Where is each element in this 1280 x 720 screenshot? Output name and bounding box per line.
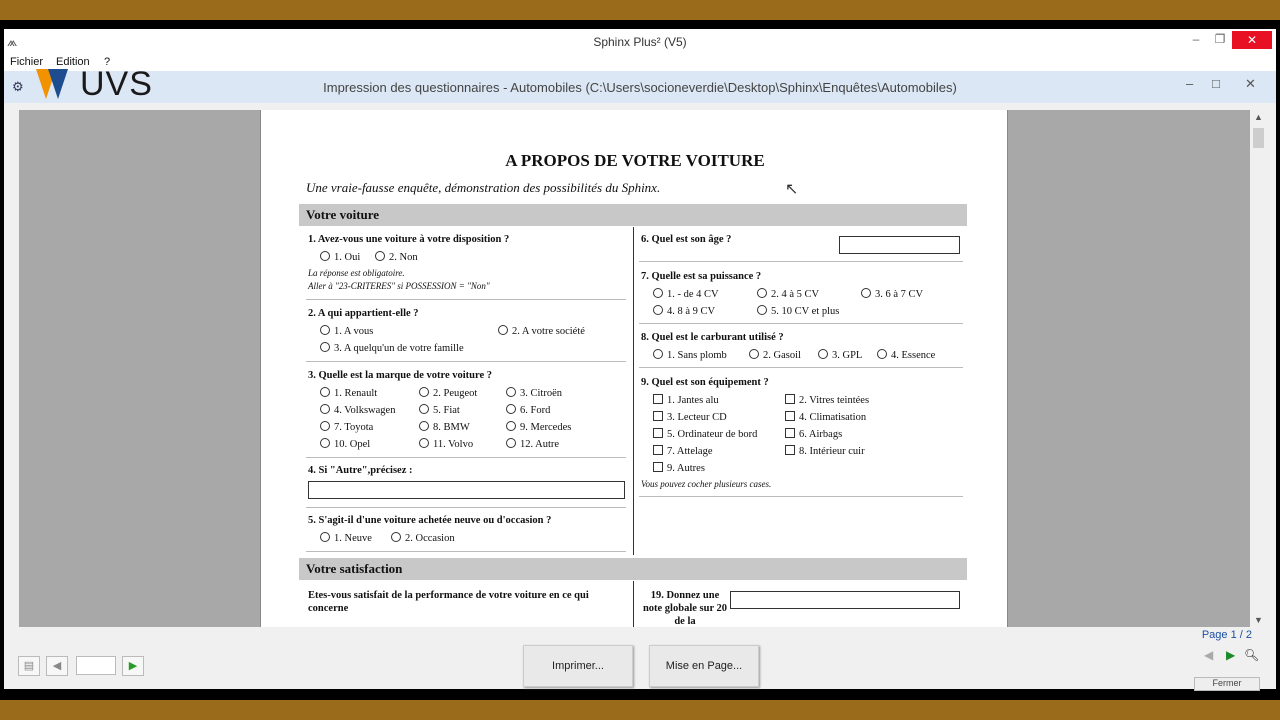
page-number-input[interactable] <box>76 656 116 675</box>
restore-button[interactable]: ❐ <box>1214 32 1226 46</box>
option[interactable]: 1. Neuve <box>320 532 372 544</box>
checkbox-icon <box>785 394 795 404</box>
page-layout-button[interactable]: Mise en Page... <box>649 645 759 687</box>
radio-icon <box>419 421 429 431</box>
column-separator <box>633 227 634 555</box>
menu-edition[interactable]: Edition <box>56 56 90 68</box>
question-19: 19. Donnez une note globale sur 20 de la <box>642 590 728 627</box>
checkbox-icon <box>653 462 663 472</box>
option[interactable]: 1. Jantes alu <box>653 394 719 406</box>
radio-icon <box>419 438 429 448</box>
option[interactable]: 11. Volvo <box>419 438 473 450</box>
checkbox-icon <box>785 411 795 421</box>
option[interactable]: 1. A vous <box>320 325 373 337</box>
radio-icon <box>320 532 330 542</box>
title-bar <box>4 29 1276 55</box>
app-icon: ⩕ <box>7 34 18 49</box>
next-page-small-icon[interactable]: ▶ <box>1226 648 1236 662</box>
separator <box>306 299 626 300</box>
menu-fichier[interactable]: Fichier <box>10 56 44 68</box>
separator <box>639 496 963 497</box>
option[interactable]: 1. - de 4 CV <box>653 288 719 300</box>
option[interactable]: 6. Ford <box>506 404 550 416</box>
option[interactable]: 2. Non <box>375 251 418 263</box>
document-window-bar <box>4 71 1276 103</box>
radio-icon <box>419 387 429 397</box>
doc-minimize-button[interactable]: – <box>1186 76 1194 91</box>
option[interactable]: 4. Climatisation <box>785 411 866 423</box>
option[interactable]: 4. Essence <box>877 349 935 361</box>
question-5: 5. S'agit-il d'une voiture achetée neuve ou d'occasion ? <box>308 515 552 526</box>
radio-icon <box>320 251 330 261</box>
close-preview-button[interactable]: Fermer <box>1194 677 1260 691</box>
print-button[interactable]: Imprimer... <box>523 645 633 687</box>
question-6: 6. Quel est son âge ? <box>641 234 732 245</box>
mouse-cursor-icon: ↖ <box>785 179 799 198</box>
radio-icon <box>320 387 330 397</box>
radio-icon <box>757 288 767 298</box>
previous-page-icon[interactable]: ◀ <box>46 656 68 676</box>
checkbox-icon <box>785 428 795 438</box>
option[interactable]: 9. Autres <box>653 462 705 474</box>
checkbox-icon <box>653 428 663 438</box>
question-1-skip-rule: Aller à "23-CRITERES" si POSSESSION = "Non" <box>308 281 490 291</box>
scroll-down-icon[interactable]: ▼ <box>1254 615 1263 625</box>
checkbox-icon <box>785 445 795 455</box>
radio-icon <box>818 349 828 359</box>
option[interactable]: 5. Ordinateur de bord <box>653 428 757 440</box>
question-7: 7. Quelle est sa puissance ? <box>641 271 762 282</box>
next-page-icon[interactable]: ▶ <box>122 656 144 676</box>
menu-help[interactable]: ? <box>104 56 111 68</box>
section-votre-voiture: Votre voiture <box>299 204 967 226</box>
scroll-thumb[interactable] <box>1253 128 1264 148</box>
logo-text: UVS <box>80 65 153 103</box>
question-9: 9. Quel est son équipement ? <box>641 377 769 388</box>
option[interactable]: 7. Toyota <box>320 421 373 433</box>
radio-icon <box>506 438 516 448</box>
radio-icon <box>506 387 516 397</box>
page-setup-icon[interactable]: ▤ <box>18 656 40 676</box>
radio-icon <box>320 438 330 448</box>
video-frame-top <box>0 0 1280 20</box>
radio-icon <box>320 421 330 431</box>
radio-icon <box>375 251 385 261</box>
option[interactable]: 8. BMW <box>419 421 470 433</box>
global-score-field[interactable] <box>730 591 960 609</box>
radio-icon <box>320 404 330 414</box>
separator <box>639 261 963 262</box>
separator <box>639 323 963 324</box>
radio-icon <box>653 349 663 359</box>
radio-icon <box>877 349 887 359</box>
option[interactable]: 3. Citroën <box>506 387 562 399</box>
option[interactable]: 2. Peugeot <box>419 387 477 399</box>
vertical-scrollbar[interactable] <box>1250 110 1267 627</box>
document-title: A PROPOS DE VOTRE VOITURE <box>505 151 765 170</box>
doc-maximize-button[interactable]: □ <box>1212 76 1220 91</box>
radio-icon <box>653 288 663 298</box>
option[interactable]: 2. Gasoil <box>749 349 801 361</box>
separator <box>639 367 963 368</box>
radio-icon <box>861 288 871 298</box>
question-2: 2. A qui appartient-elle ? <box>308 308 419 319</box>
option[interactable]: 1. Oui <box>320 251 360 263</box>
option[interactable]: 3. GPL <box>818 349 862 361</box>
radio-icon <box>749 349 759 359</box>
question-1: 1. Avez-vous une voiture à votre disposition ? <box>308 234 510 245</box>
checkbox-icon <box>653 394 663 404</box>
option[interactable]: 3. 6 à 7 CV <box>861 288 923 300</box>
option[interactable]: 5. Fiat <box>419 404 460 416</box>
column-separator <box>633 581 634 627</box>
menu-bar <box>4 55 1276 71</box>
option[interactable]: 9. Mercedes <box>506 421 571 433</box>
question-satisfaction: Etes-vous satisfait de la performance de votre voiture en ce qui concerne <box>308 590 589 614</box>
option[interactable]: 12. Autre <box>506 438 559 450</box>
radio-icon <box>320 325 330 335</box>
radio-icon <box>506 404 516 414</box>
radio-icon <box>506 421 516 431</box>
questionnaire-page <box>260 110 1008 627</box>
question-9-note: Vous pouvez cocher plusieurs cases. <box>641 479 772 489</box>
option[interactable]: 5. 10 CV et plus <box>757 305 839 317</box>
option[interactable]: 1. Renault <box>320 387 377 399</box>
option[interactable]: 10. Opel <box>320 438 370 450</box>
checkbox-icon <box>653 411 663 421</box>
section-votre-satisfaction: Votre satisfaction <box>299 558 967 580</box>
prev-page-small-icon[interactable]: ◀ <box>1204 648 1214 662</box>
document-subtitle: Une vraie-fausse enquête, démonstration des possibilités du Sphinx. <box>306 180 661 195</box>
car-age-field[interactable] <box>839 236 960 254</box>
option[interactable]: 1. Sans plomb <box>653 349 727 361</box>
option[interactable]: 7. Attelage <box>653 445 713 457</box>
close-button[interactable]: ✕ <box>1232 31 1272 49</box>
doc-close-button[interactable]: ✕ <box>1245 76 1256 91</box>
option[interactable]: 8. Intérieur cuir <box>785 445 865 457</box>
print-preview-area <box>19 110 1267 627</box>
uvs-logo <box>36 67 156 103</box>
scroll-up-icon[interactable]: ▲ <box>1254 112 1263 122</box>
radio-icon <box>419 404 429 414</box>
separator <box>306 457 626 458</box>
radio-icon <box>498 325 508 335</box>
document-window-icon: ⚙ <box>12 79 24 94</box>
document-window-title: Impression des questionnaires - Automobiles (C:\Users\socioneverdie\Desktop\Sphinx\Enquêtes\Automobiles) <box>323 80 957 95</box>
question-1-note: La réponse est obligatoire. <box>308 268 405 278</box>
option[interactable]: 2. A votre société <box>498 325 585 337</box>
question-3: 3. Quelle est la marque de votre voiture ? <box>308 370 493 381</box>
option[interactable]: 2. Occasion <box>391 532 455 544</box>
question-4: 4. Si "Autre",précisez : <box>308 465 413 476</box>
other-brand-field[interactable] <box>308 481 625 499</box>
radio-icon <box>653 305 663 315</box>
option[interactable]: 4. 8 à 9 CV <box>653 305 715 317</box>
separator <box>306 551 626 552</box>
radio-icon <box>320 342 330 352</box>
option[interactable]: 2. Vitres teintées <box>785 394 869 406</box>
zoom-icon[interactable]: 🔍︎ <box>1244 648 1260 662</box>
option[interactable]: 6. Airbags <box>785 428 842 440</box>
option[interactable]: 2. 4 à 5 CV <box>757 288 819 300</box>
radio-icon <box>391 532 401 542</box>
option[interactable]: 4. Volkswagen <box>320 404 395 416</box>
checkbox-icon <box>653 445 663 455</box>
separator <box>306 361 626 362</box>
minimize-button[interactable]: – <box>1192 32 1200 46</box>
logo-blue-mark <box>48 69 68 99</box>
video-frame-bottom <box>0 700 1280 720</box>
option[interactable]: 3. A quelqu'un de votre famille <box>320 342 464 354</box>
main-window <box>4 29 1276 689</box>
option[interactable]: 3. Lecteur CD <box>653 411 727 423</box>
page-indicator: Page 1 / 2 <box>1201 629 1252 641</box>
separator <box>306 507 626 508</box>
radio-icon <box>757 305 767 315</box>
window-title: Sphinx Plus² (V5) <box>593 35 687 49</box>
question-8: 8. Quel est le carburant utilisé ? <box>641 332 784 343</box>
bottom-toolbar <box>4 627 1276 689</box>
